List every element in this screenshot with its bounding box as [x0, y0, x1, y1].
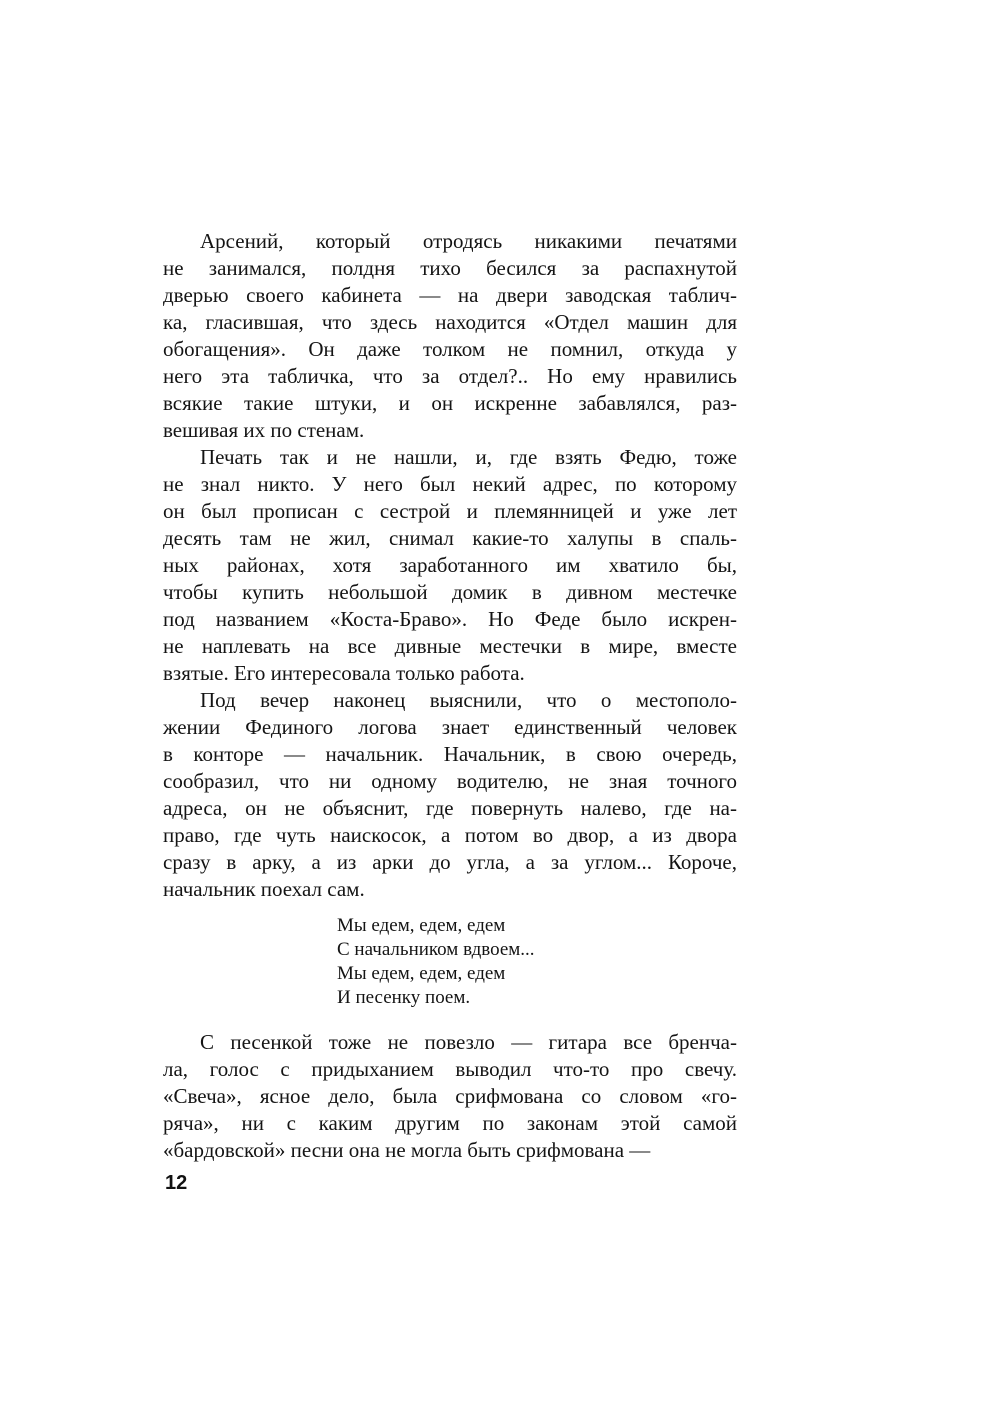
prose-paragraph — [163, 1029, 737, 1164]
verse-line: И песенку поем. — [337, 987, 471, 1008]
prose-paragraph — [163, 228, 737, 444]
text-line: обогащения». Он даже толком не помнил, откуда у — [163, 337, 737, 361]
verse-paragraph — [337, 914, 737, 1010]
text-line: дверью своего кабинета — на двери заводская таблич- — [163, 283, 737, 307]
text-line: «Свеча», ясное дело, была срифмована со словом «го- — [163, 1084, 737, 1108]
text-line: начальник поехал сам. — [163, 877, 365, 901]
text-line: адреса, он не объяснит, где повернуть налево, где на- — [163, 796, 737, 820]
verse-line: Мы едем, едем, едем — [337, 915, 506, 936]
verse-line: С начальником вдвоем... — [337, 939, 535, 960]
text-line: чтобы купить небольшой домик в дивном местечке — [163, 580, 737, 604]
text-line: жении Фединого логова знает единственный человек — [163, 715, 737, 739]
text-line: С песенкой тоже не повезло — гитара все бренча- — [200, 1030, 737, 1054]
text-line: ных районах, хотя заработанного им хватило бы, — [163, 553, 737, 577]
text-line: он был прописан с сестрой и племянницей и уже лет — [163, 499, 737, 523]
text-line: не знал никто. У него был некий адрес, по которому — [163, 472, 737, 496]
text-line: «бардовской» песни она не могла быть срифмована — — [163, 1138, 651, 1162]
text-block — [163, 228, 737, 1164]
text-line: сообразил, что ни одному водителю, не зная точного — [163, 769, 737, 793]
text-line: право, где чуть наискосок, а потом во двор, а из двора — [163, 823, 737, 847]
prose-paragraph — [163, 444, 737, 687]
text-line: взятые. Его интересовала только работа. — [163, 661, 525, 685]
text-line: ла, голос с придыханием выводил что-то про свечу. — [163, 1057, 737, 1081]
text-line: всякие такие штуки, и он искренне забавлялся, раз- — [163, 391, 737, 415]
text-line: не занимался, полдня тихо бесился за распахнутой — [163, 256, 737, 280]
text-line: Печать так и не нашли, и, где взять Федю, тоже — [200, 445, 737, 469]
page-number: 12 — [165, 1172, 188, 1194]
text-line: десять там не жил, снимал какие-то халупы в спаль- — [163, 526, 737, 550]
text-line: вешивая их по стенам. — [163, 418, 365, 442]
prose-paragraph — [163, 687, 737, 903]
text-line: ряча», ни с каким другим по законам этой самой — [163, 1111, 737, 1135]
verse-line: Мы едем, едем, едем — [337, 963, 506, 984]
text-line: сразу в арку, а из арки до угла, а за углом... Короче, — [163, 850, 737, 874]
text-line: под названием «Коста-Браво». Но Феде было искрен- — [163, 607, 737, 631]
text-line: не наплевать на все дивные местечки в мире, вместе — [163, 634, 737, 658]
text-line: в конторе — начальник. Начальник, в свою очередь, — [163, 742, 737, 766]
text-line: Под вечер наконец выяснили, что о местополо- — [200, 688, 737, 712]
text-line: Арсений, который отродясь никакими печатями — [200, 229, 737, 253]
text-line: ка, гласившая, что здесь находится «Отдел машин для — [163, 310, 737, 334]
text-line: него эта табличка, что за отдел?.. Но ему нравились — [163, 364, 737, 388]
